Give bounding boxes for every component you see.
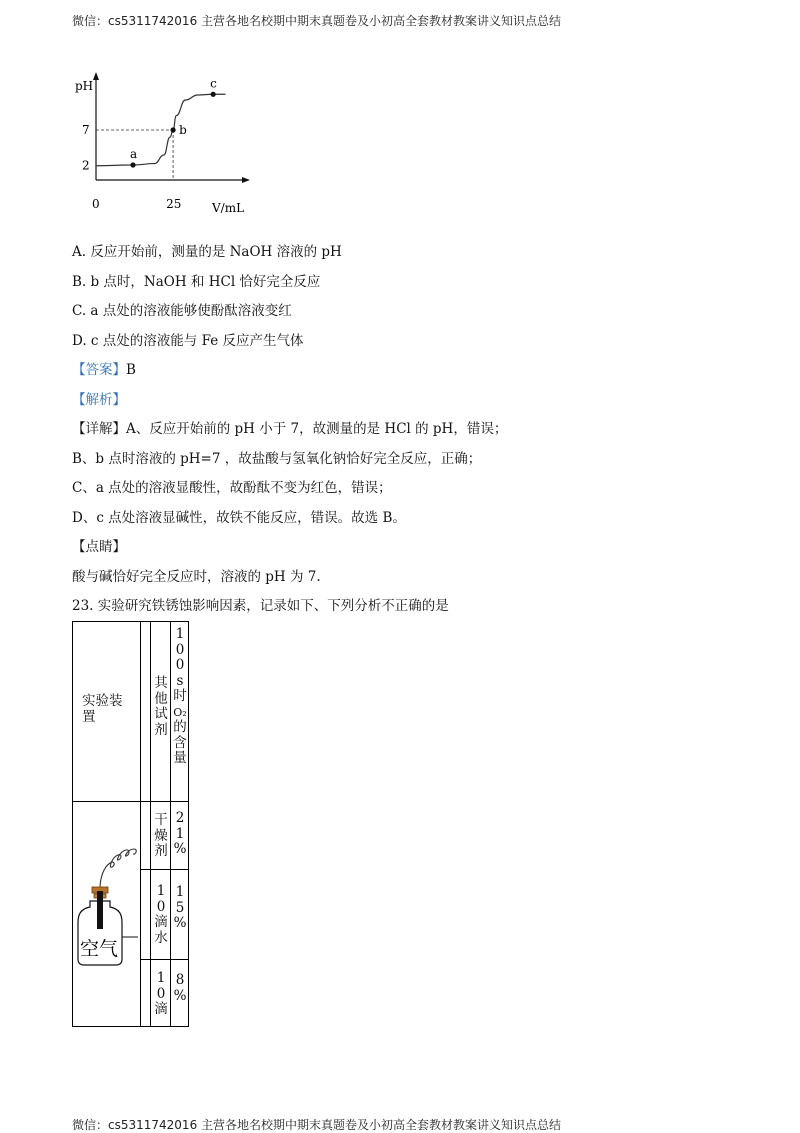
row1-o2: 2 1 % <box>173 810 187 857</box>
x-tick-0: 0 <box>92 197 100 211</box>
header-o2-content: 1 0 0 s 时 O₂ 的 含 量 <box>173 626 187 766</box>
y-axis-label: pH <box>75 79 94 93</box>
answer-line <box>72 358 136 378</box>
option-c: C. a 点处的溶液能够使酚酞溶液变红 <box>72 303 292 319</box>
answer-tag: 【答案】 <box>72 362 126 378</box>
air-label: 空气 <box>80 938 119 960</box>
detail-text-1: A、反应开始前的 pH 小于 7，故测量的是 HCl 的 pH，错误； <box>126 421 508 437</box>
detail-tag: 【详解】 <box>72 421 126 437</box>
titration-curve <box>96 94 226 165</box>
analysis-tag: 【解析】 <box>72 392 126 408</box>
point-a-label: a <box>130 147 138 161</box>
question-23: 23. 实验研究铁锈蚀影响因素，记录如下、下列分析不正确的是 <box>72 598 449 614</box>
row1-reagent: 干 燥 剂 <box>154 812 168 859</box>
point-b <box>170 127 175 132</box>
tip-line <box>72 535 126 555</box>
header-other-reagent: 其 他 试 剂 <box>154 675 168 738</box>
iron-rod <box>97 891 103 929</box>
option-d: D. c 点处的溶液能与 Fe 反应产生气体 <box>72 333 304 349</box>
point-a <box>130 162 135 167</box>
row3-reagent: 1 0 滴 <box>154 970 168 1017</box>
wire-coil <box>100 849 136 889</box>
option-b: B. b 点时，NaOH 和 HCl 恰好完全反应 <box>72 274 321 290</box>
point-c <box>211 92 216 97</box>
x-axis-arrow <box>242 177 250 183</box>
row2-reagent: 1 0 滴 水 <box>154 883 168 946</box>
experiment-table <box>72 621 189 1027</box>
option-a: A. 反应开始前，测量的是 NaOH 溶液的 pH <box>72 244 342 260</box>
point-b-label: b <box>179 123 187 137</box>
detail-line-3: C、a 点处的溶液显酸性，故酚酞不变为红色，错误； <box>72 480 392 496</box>
detail-line-4: D、c 点处溶液显碱性，故铁不能反应，错误。故选 B。 <box>72 510 406 526</box>
x-tick-25: 25 <box>166 197 182 211</box>
tip-text: 酸与碱恰好完全反应时，溶液的 pH 为 7. <box>72 569 321 585</box>
x-axis-label: V/mL <box>212 201 245 215</box>
header-apparatus: 实验装置 <box>82 693 123 725</box>
y-tick-2: 2 <box>82 158 90 173</box>
detail-line-2: B、b 点时溶液的 pH=7 ，故盐酸与氢氧化钠恰好完全反应，正确； <box>72 451 482 467</box>
ph-titration-chart <box>72 68 262 218</box>
answer-value: B <box>126 362 136 378</box>
analysis-line <box>72 388 126 408</box>
row2-o2: 1 5 % <box>173 884 187 931</box>
page-footer: 微信：cs5311742016 主营各地名校期中期末真题卷及小初高全套教材教案讲义知识点总结 <box>72 1118 562 1132</box>
row3-o2: 8 % <box>173 972 187 1004</box>
apparatus-jar-drawing <box>76 847 142 969</box>
y-axis-arrow <box>93 72 99 80</box>
page-header: 微信：cs5311742016 主营各地名校期中期末真题卷及小初高全套教材教案讲义知识点总结 <box>72 14 562 28</box>
y-tick-7: 7 <box>82 123 90 137</box>
tip-tag: 【点睛】 <box>72 539 126 555</box>
detail-line-1 <box>72 417 507 437</box>
point-c-label: c <box>210 76 217 91</box>
